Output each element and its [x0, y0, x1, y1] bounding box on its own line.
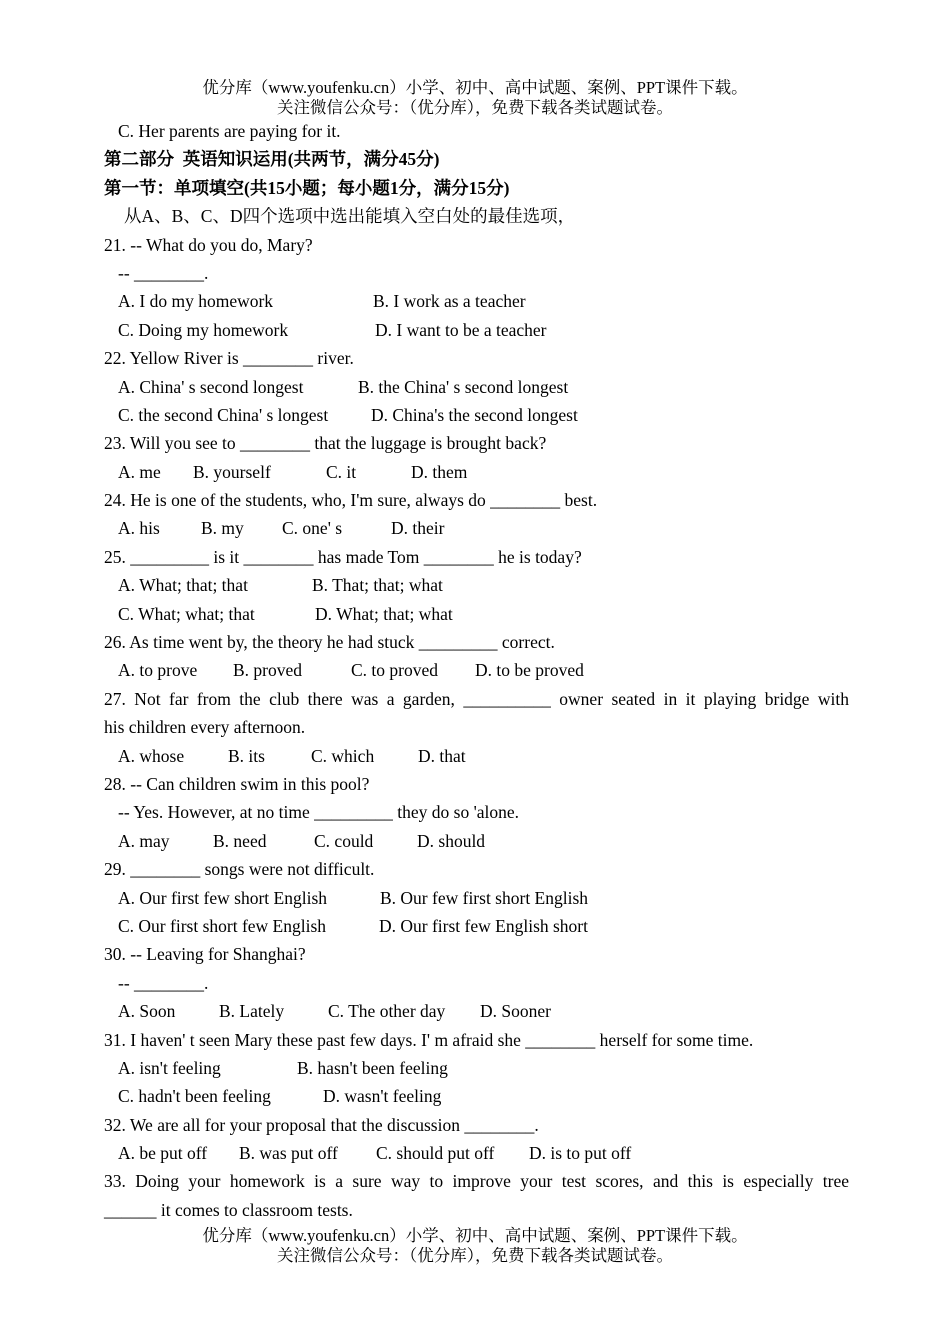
q26-option-b: B. proved — [233, 660, 303, 681]
q27-stem: 27. Not far from the club there was a garden, __________ owner seated in it playing bridge with — [104, 688, 849, 709]
q29-options-ab — [104, 884, 849, 912]
q25-stem: 25. _________ is it ________ has made Tom ________ he is today? — [104, 546, 582, 567]
q27-option-d: D. that — [418, 745, 466, 766]
footer-line-1: 优分库（www.youfenku.cn）小学、初中、高中试题、案例、PPT课件下载。 — [202, 1226, 748, 1245]
previous-option: C. Her parents are paying for it. — [118, 121, 341, 141]
q25-option-c: C. What; what; that — [118, 603, 255, 624]
section-title: 第一节：单项填空(共15小题；每小题1分，满分15分) — [104, 177, 510, 198]
q26-option-d: D. to be proved — [475, 660, 584, 681]
q28-option-b: B. need — [213, 830, 267, 851]
q28-stem: 28. -- Can children swim in this pool? — [104, 773, 370, 794]
q31-option-b: B. hasn't been feeling — [297, 1057, 448, 1078]
q32-option-c: C. should put off — [376, 1143, 495, 1164]
q31-option-d: D. wasn't feeling — [323, 1086, 442, 1107]
q28-option-a: A. may — [118, 830, 170, 851]
q28-option-c: C. could — [314, 830, 374, 851]
q32-option-b: B. was put off — [239, 1143, 338, 1164]
q27-option-a: A. whose — [118, 745, 185, 766]
q28-stem-2: -- Yes. However, at no time _________ they do so 'alone. — [118, 802, 520, 823]
q33-stem-2: ______ it comes to classroom tests. — [104, 1199, 353, 1220]
q32-stem: 32. We are all for your proposal that the discussion ________. — [104, 1114, 539, 1135]
q23-option-a: A. me — [118, 461, 161, 482]
header-line-2: 关注微信公众号：（优分库），免费下载各类试题试卷。 — [277, 98, 673, 117]
q30-options — [104, 997, 849, 1025]
q26-options — [104, 656, 849, 684]
q22-stem: 22. Yellow River is ________ river. — [104, 348, 354, 369]
instruction: 从A、B、C、D四个选项中选出能填入空白处的最佳选项， — [124, 206, 576, 227]
q21-options-cd — [104, 316, 849, 344]
exam-content — [104, 117, 849, 1224]
q24-option-a: A. his — [118, 518, 160, 539]
q30-option-a: A. Soon — [118, 1001, 176, 1022]
q30-stem: 30. -- Leaving for Shanghai? — [104, 944, 306, 965]
q22-option-a: A. China' s second longest — [118, 376, 304, 397]
q24-option-d: D. their — [391, 518, 445, 539]
q30-stem-2: -- ________. — [118, 972, 209, 993]
q21-options-ab — [104, 287, 849, 315]
q21-option-c: C. Doing my homework — [118, 319, 289, 340]
q25-options-ab — [104, 571, 849, 599]
q32-option-d: D. is to put off — [529, 1143, 632, 1164]
q30-option-b: B. Lately — [219, 1001, 285, 1022]
q25-option-b: B. That; that; what — [312, 575, 443, 596]
q23-option-d: D. them — [411, 461, 468, 482]
q25-options-cd — [104, 600, 849, 628]
q21-option-d: D. I want to be a teacher — [375, 319, 547, 340]
q25-option-a: A. What; that; that — [118, 575, 248, 596]
q31-options-cd — [104, 1082, 849, 1110]
q24-options — [104, 514, 849, 542]
page-footer — [0, 1226, 950, 1266]
q26-option-a: A. to prove — [118, 660, 198, 681]
q22-options-cd — [104, 401, 849, 429]
q27-option-b: B. its — [228, 745, 265, 766]
q29-stem: 29. ________ songs were not difficult. — [104, 859, 375, 880]
q28-options — [104, 827, 849, 855]
q21-stem: 21. -- What do you do, Mary? — [104, 234, 313, 255]
q32-options — [104, 1139, 849, 1167]
q30-option-d: D. Sooner — [480, 1001, 551, 1022]
q23-option-c: C. it — [326, 461, 357, 482]
q23-option-b: B. yourself — [193, 461, 271, 482]
q25-option-d: D. What; that; what — [315, 603, 453, 624]
q29-options-cd — [104, 912, 849, 940]
q32-option-a: A. be put off — [118, 1143, 208, 1164]
q24-stem: 24. He is one of the students, who, I'm sure, always do ________ best. — [104, 490, 598, 511]
q29-option-d: D. Our first few English short — [379, 915, 589, 936]
q27-stem-2: his children every afternoon. — [104, 717, 306, 738]
page-header — [0, 78, 950, 118]
q21-option-a: A. I do my homework — [118, 291, 274, 312]
q22-option-b: B. the China' s second longest — [358, 376, 569, 397]
part-title: 第二部分 英语知识运用(共两节，满分45分) — [104, 149, 440, 170]
q22-options-ab — [104, 373, 849, 401]
q31-option-c: C. hadn't been feeling — [118, 1086, 271, 1107]
q31-option-a: A. isn't feeling — [118, 1057, 221, 1078]
q31-options-ab — [104, 1054, 849, 1082]
q27-option-c: C. which — [311, 745, 375, 766]
header-line-1: 优分库（www.youfenku.cn）小学、初中、高中试题、案例、PPT课件下载。 — [202, 78, 748, 97]
q22-option-c: C. the second China' s longest — [118, 404, 329, 425]
q28-option-d: D. should — [417, 830, 486, 851]
q21-option-b: B. I work as a teacher — [373, 291, 526, 312]
q29-option-a: A. Our first few short English — [118, 887, 328, 908]
footer-line-2: 关注微信公众号：（优分库），免费下载各类试题试卷。 — [277, 1246, 673, 1265]
q26-option-c: C. to proved — [351, 660, 439, 681]
q31-stem: 31. I haven' t seen Mary these past few days. I' m afraid she ________ herself for some time. — [104, 1029, 754, 1050]
q29-option-b: B. Our few first short English — [380, 887, 589, 908]
q23-stem: 23. Will you see to ________ that the luggage is brought back? — [104, 433, 547, 454]
q27-options — [104, 742, 849, 770]
q21-stem-2: -- ________. — [118, 262, 209, 283]
q22-option-d: D. China's the second longest — [371, 404, 578, 425]
q24-option-b: B. my — [201, 518, 244, 539]
q29-option-c: C. Our first short few English — [118, 915, 327, 936]
q33-stem: 33. Doing your homework is a sure way to improve your test scores, and this is especially tree — [104, 1171, 849, 1192]
q24-option-c: C. one' s — [282, 518, 343, 539]
q30-option-c: C. The other day — [328, 1001, 446, 1022]
q23-options — [104, 458, 849, 486]
q26-stem: 26. As time went by, the theory he had stuck _________ correct. — [104, 632, 555, 653]
